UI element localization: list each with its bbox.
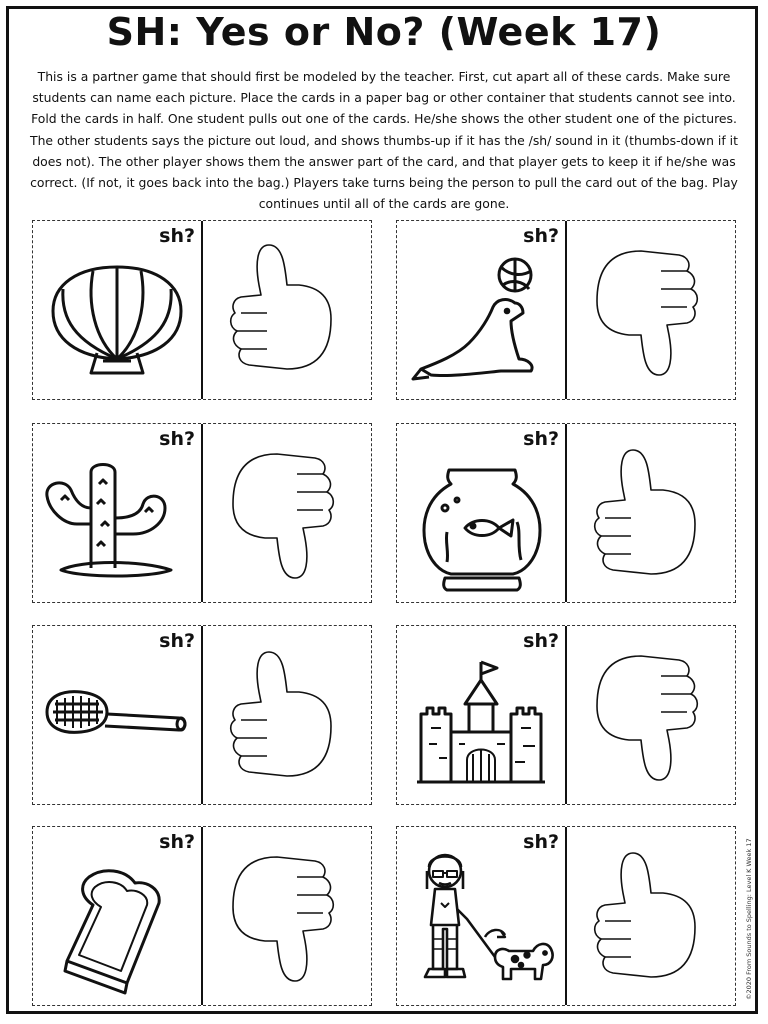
card-castle[interactable]: [396, 625, 736, 805]
answer-panel: [567, 424, 735, 602]
picture-panel: [33, 626, 201, 804]
sh-question-label: sh?: [159, 630, 195, 652]
brush-icon: [41, 682, 191, 752]
shell-icon: [47, 249, 187, 379]
castle-icon: [411, 658, 551, 790]
card-shell[interactable]: [32, 220, 372, 400]
sh-question-label: sh?: [523, 630, 559, 652]
card-brush[interactable]: [32, 625, 372, 805]
seal-with-ball-icon: [411, 253, 551, 383]
thumbs-up-icon: [591, 849, 701, 989]
answer-panel: [567, 827, 735, 1005]
thumbs-down-icon: [227, 849, 337, 989]
picture-panel: [33, 827, 201, 1005]
answer-panel: [567, 626, 735, 804]
card-seal[interactable]: [396, 220, 736, 400]
sh-question-label: sh?: [159, 831, 195, 853]
thumbs-down-icon: [591, 243, 701, 383]
thumbs-up-icon: [591, 446, 701, 586]
fish-bowl-icon: [417, 462, 547, 592]
picture-panel: [397, 221, 565, 399]
sh-question-label: sh?: [159, 428, 195, 450]
sh-question-label: sh?: [523, 225, 559, 247]
picture-panel: [397, 626, 565, 804]
instructions-paragraph: This is a partner game that should first be modeled by the teacher. First, cut apart all of these cards. Make sure students can name each picture. Place the cards in a paper bag or other container that students cannot see into. Fold the cards in half. One student pulls out one of the cards. He/she shows the other student one of the pictures. The other students says the picture out loud, and shows thumbs-up if it has the /sh/ sound in it (thumbs-down if it does not). The other player shows them the answer part of the card, and that player gets to keep it if he/she was correct. (If not, it goes back into the bag.) Players take turns being the person to pull the card out of the bag. Play continues until all of the cards are gone.: [30, 69, 738, 212]
answer-panel: [203, 221, 371, 399]
card-cactus[interactable]: [32, 423, 372, 603]
card-fish-bowl[interactable]: [396, 423, 736, 603]
answer-panel: [203, 424, 371, 602]
picture-panel: [33, 424, 201, 602]
page-title: SH: Yes or No? (Week 17): [106, 10, 662, 54]
sh-question-label: sh?: [523, 831, 559, 853]
picture-panel: [33, 221, 201, 399]
sh-question-label: sh?: [159, 225, 195, 247]
answer-panel: [203, 827, 371, 1005]
girl-walking-dog-icon: [411, 849, 557, 999]
thumbs-down-icon: [591, 648, 701, 788]
bread-slice-icon: [53, 865, 183, 995]
cactus-icon: [41, 454, 191, 584]
answer-panel: [567, 221, 735, 399]
copyright-text: ©2020 From Sounds to Spelling: Level K Week 17: [745, 838, 753, 1000]
thumbs-up-icon: [227, 241, 337, 381]
thumbs-up-icon: [227, 648, 337, 788]
sh-question-label: sh?: [523, 428, 559, 450]
thumbs-down-icon: [227, 446, 337, 586]
picture-panel: [397, 827, 565, 1005]
card-girl-walking-dog[interactable]: [396, 826, 736, 1006]
card-bread[interactable]: [32, 826, 372, 1006]
answer-panel: [203, 626, 371, 804]
picture-panel: [397, 424, 565, 602]
